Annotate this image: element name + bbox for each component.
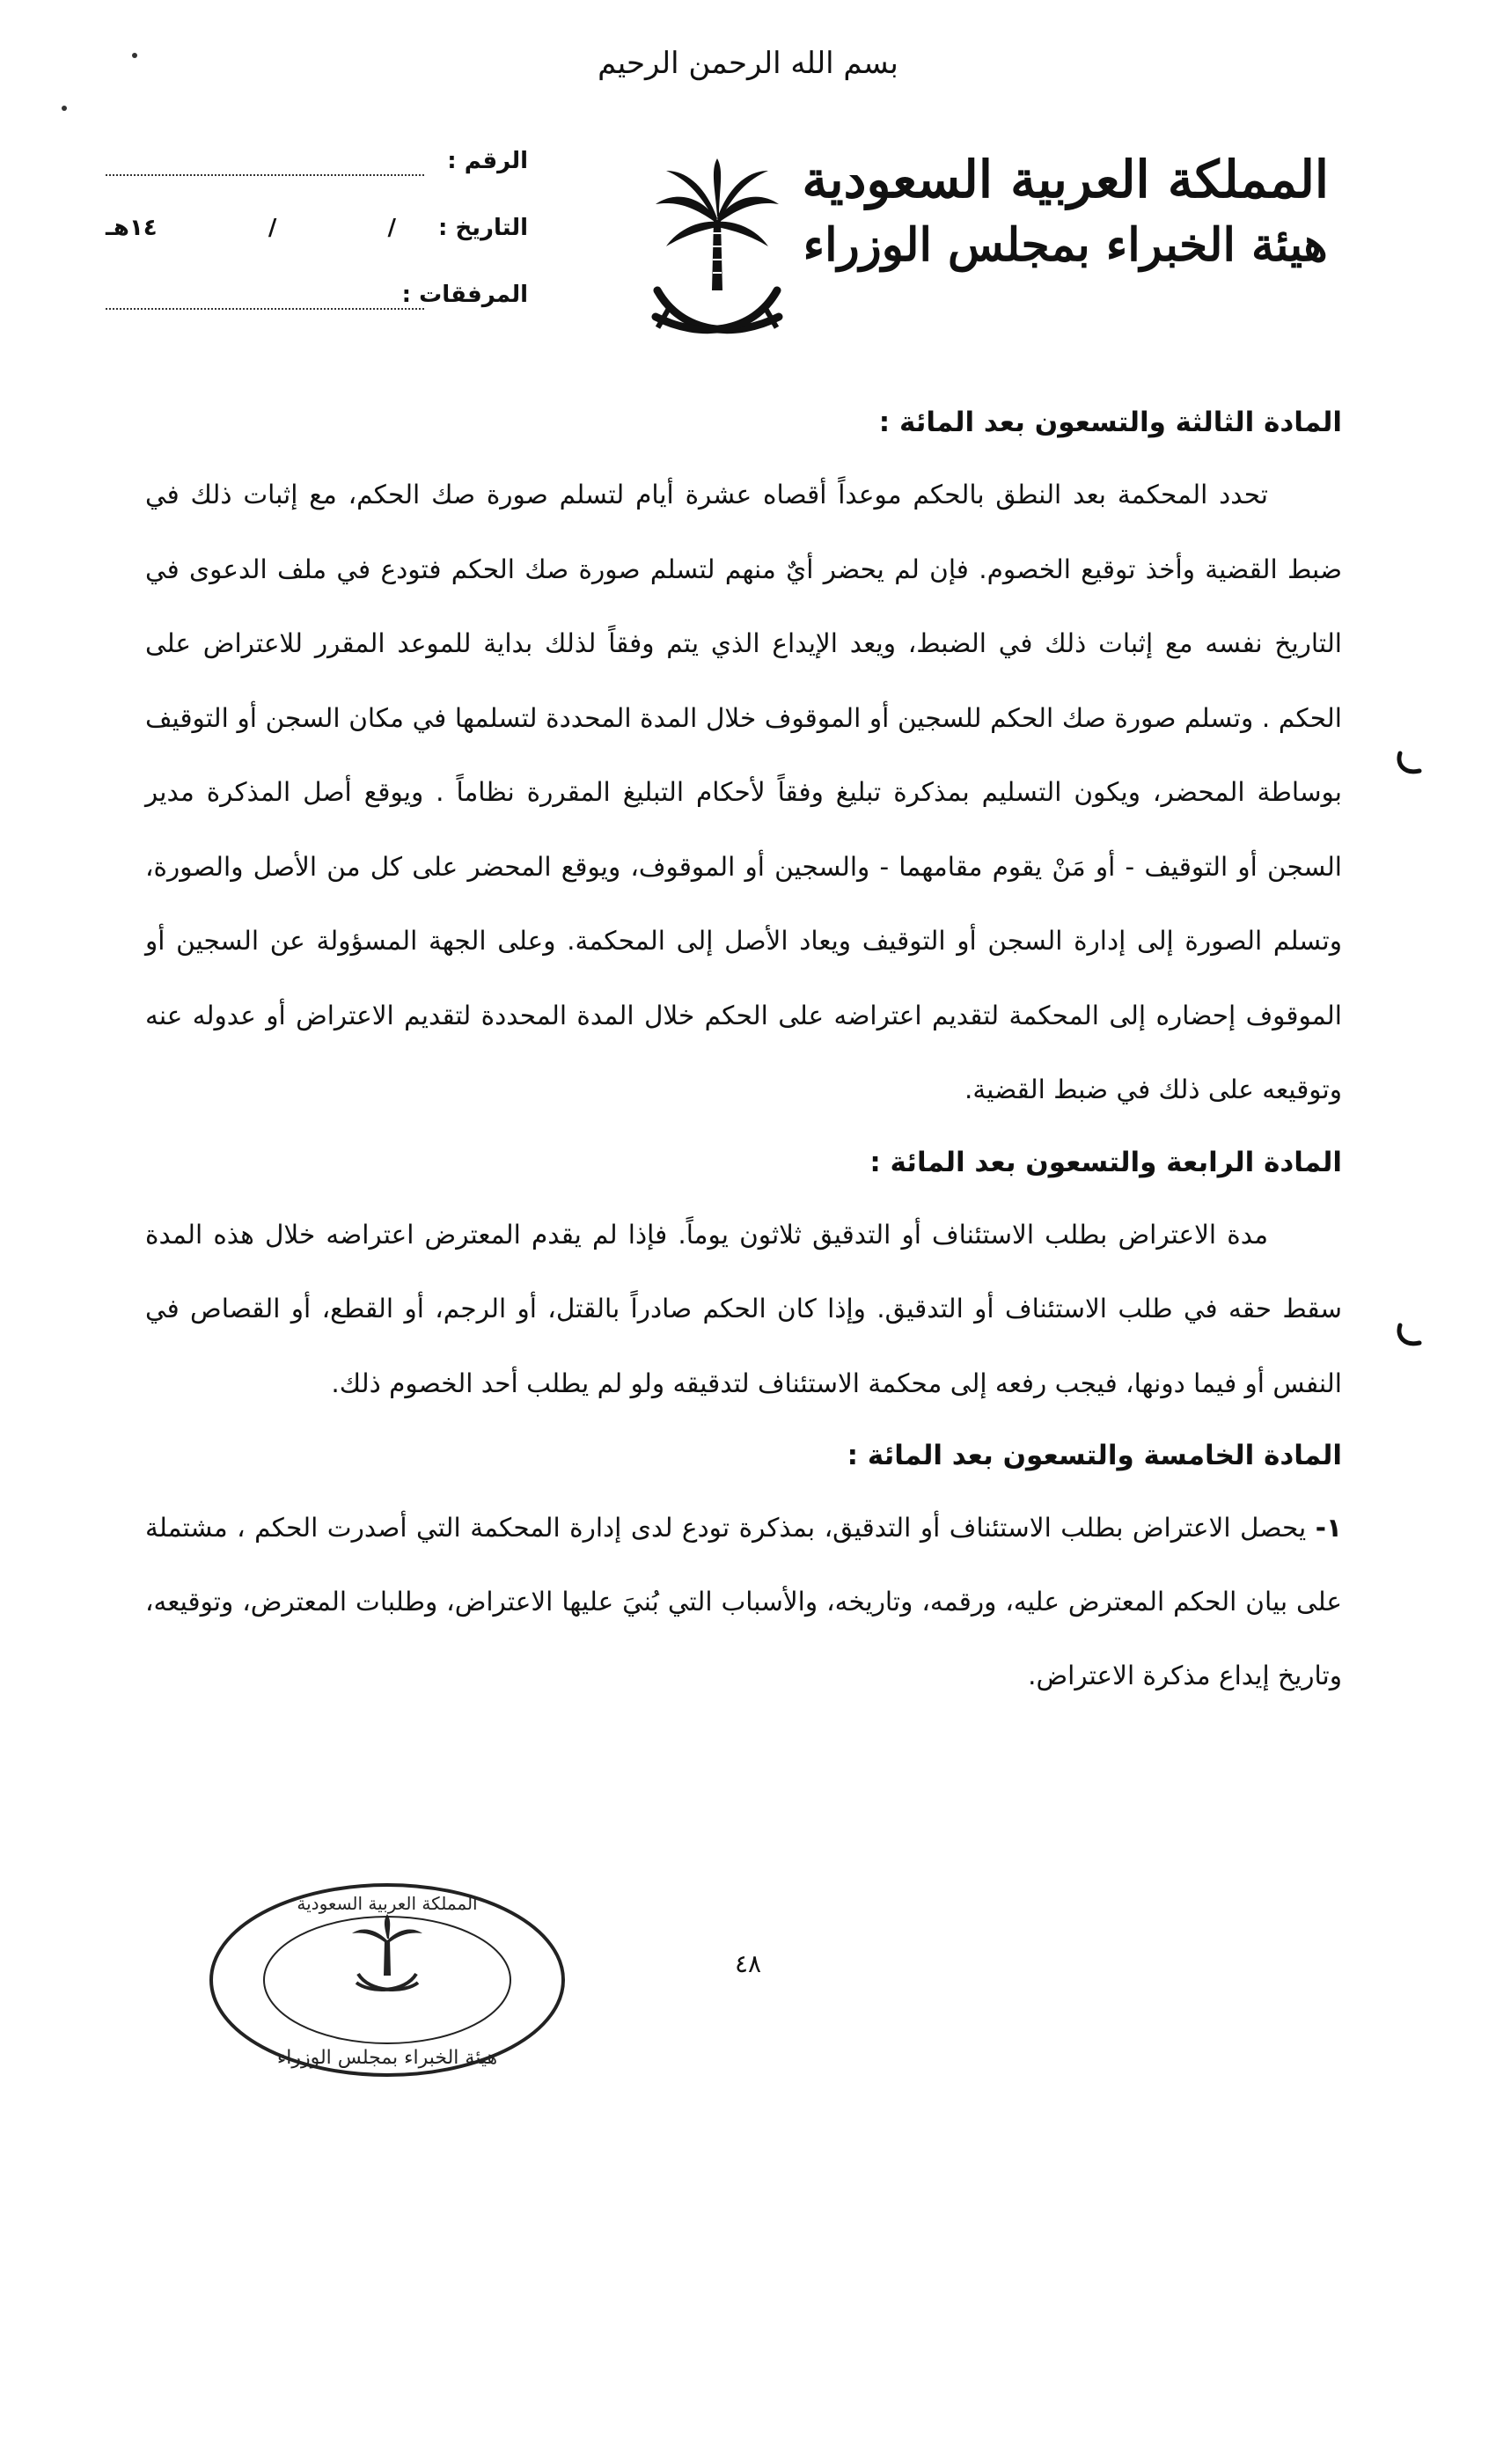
org-name-line1: المملكة العربية السعودية [802,150,1329,209]
article-list-item [145,1491,1342,1712]
article-paragraph: مدة الاعتراض بطلب الاستئناف أو التدقيق ثلاثون يوماً. فإذا لم يقدم المعترض اعتراضه خلال هذه المدة سقط حقه في طلب الاستئناف أو التدقيق. وإذا كان الحكم صادراً بالقتل، أو الرجم، أو القطع، أو القصاص في النفس أو فيما دونها، فيجب رفعه إلى محكمة الاستئناف لتدقيقه ولو لم يطلب أحد الخصوم ذلك. [145,1219,1342,1398]
stamp-text-bottom: هيئة الخبراء بمجلس الوزراء [276,2047,498,2069]
article-heading: المادة الرابعة والتسعون بعد المائة : [869,1146,1342,1178]
reference-number-label: الرقم : [447,148,528,174]
date-suffix: ١٤هـ [106,215,158,241]
reference-number-line [106,162,424,176]
document-body [145,387,1342,1712]
list-item-text: يحصل الاعتراض بطلب الاستئناف أو التدقيق، بمذكرة تودع لدى إدارة المحكمة التي أصدرت الحكم ، مشتملة على بيان الحكم المعترض عليه، ورقمه، وتاريخه، والأسباب التي بُنيَ عليها الاعتراض، وطلبات المعترض، وتوقيعه، وتاريخ إيداع مذكرة الاعتراض. [145,1513,1342,1690]
attachments-label: المرفقات : [401,282,528,308]
basmala: بسم الله الرحمن الرحيم [598,46,898,81]
letter-meta [106,148,528,348]
organization-header [802,145,1329,277]
page-number: ٤٨ [734,1949,762,1978]
date-row [106,215,528,282]
saudi-emblem-icon [647,158,788,361]
article-heading: المادة الخامسة والتسعون بعد المائة : [847,1440,1342,1471]
date-label: التاريخ : [438,215,528,241]
date-field [106,215,396,241]
scan-speck [132,53,137,58]
date-slash: / [268,215,277,241]
stamp-text-top: المملكة العربية السعودية [297,1893,478,1914]
reference-number-row [106,148,528,215]
margin-mark-icon [1395,748,1425,778]
scan-speck [62,106,67,111]
margin-mark-icon [1395,1320,1425,1350]
article-paragraph: تحدد المحكمة بعد النطق بالحكم موعداً أقصاه عشرة أيام لتسلم صورة صك الحكم، مع إثبات ذلك في ضبط القضية وأخذ توقيع الخصوم. فإن لم يحضر أيٌ منهم لتسلم صورة صك الحكم فتودع في ملف الدعوى في التاريخ نفسه مع إثبات ذلك في الضبط، ويعد الإيداع الذي يتم وفقاً لذلك بداية للموعد المقرر للاعتراض على الحكم . وتسلم صورة صك الحكم للسجين أو الموقوف خلال المدة المحددة لتسلمها في مكان السجن أو التوقيف بوساطة المحضر، ويكون التسليم بمذكرة تبليغ وفقاً لأحكام التبليغ المقررة نظاماً . ويوقع أصل المذكرة مدير السجن أو التوقيف - أو مَنْ يقوم مقامهما - والسجين أو الموقوف، ويوقع المحضر على كل من الأصل والصورة، وتسلم الصورة إلى إدارة السجن أو التوقيف ويعاد الأصل إلى المحكمة. وعلى الجهة المسؤولة عن السجين أو الموقوف إحضاره إلى المحكمة لتقديم اعتراضه على الحكم خلال المدة المحددة لتقديم الاعتراض أو عدوله عنه وتوقيعه على ذلك في ضبط القضية. [145,480,1342,1104]
list-item-number: ١- [1315,1513,1342,1543]
attachments-line [106,296,424,310]
official-stamp-seal [207,1879,568,2081]
date-slash: / [387,215,396,241]
org-name-line2: هيئة الخبراء بمجلس الوزراء [803,218,1328,272]
article-heading: المادة الثالثة والتسعون بعد المائة : [878,407,1342,438]
attachments-row [106,282,528,348]
